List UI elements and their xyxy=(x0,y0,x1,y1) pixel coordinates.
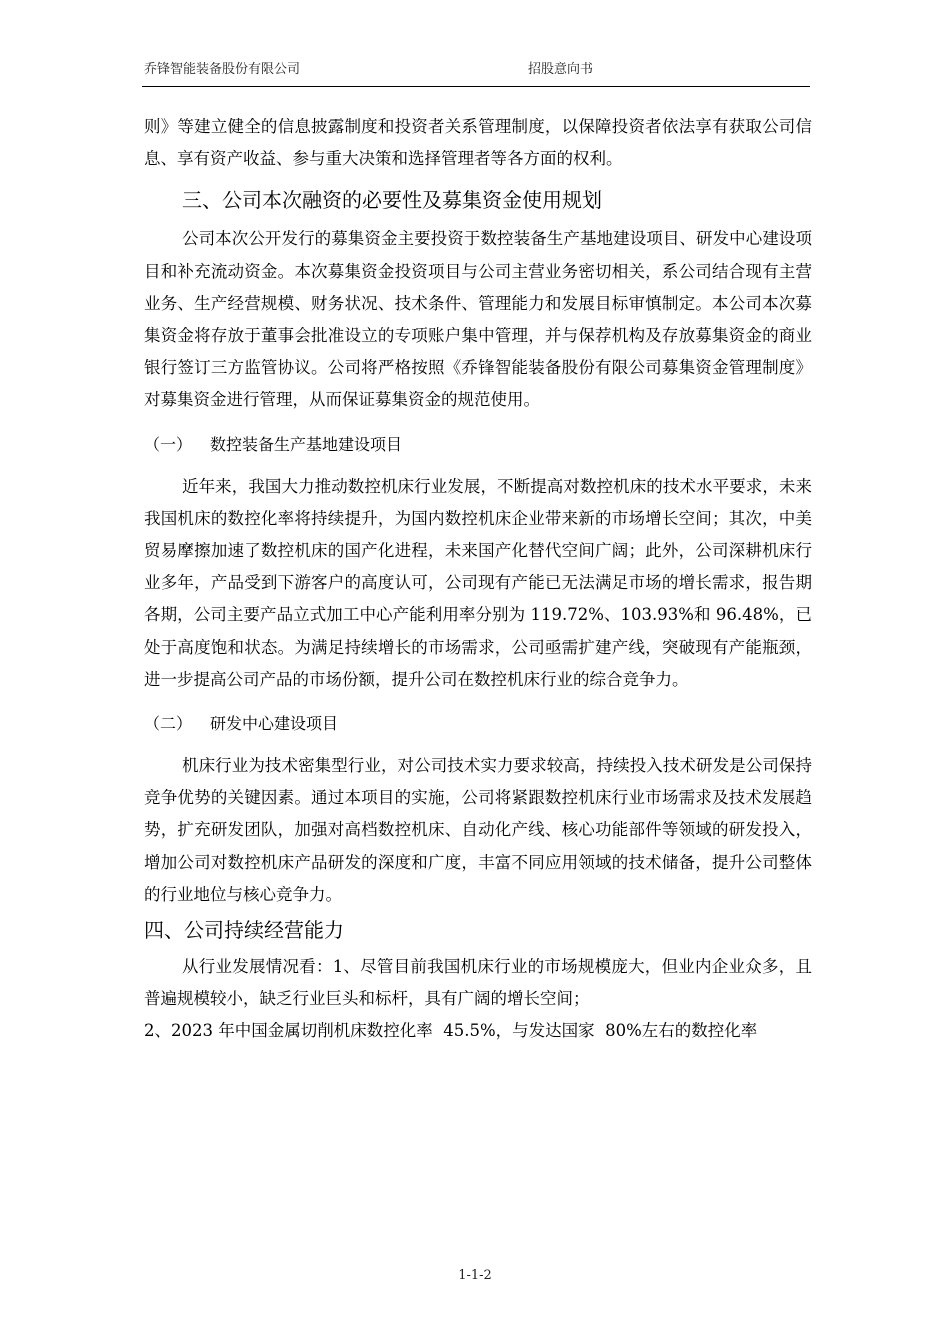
section-3-heading: 三、公司本次融资的必要性及募集资金使用规划 xyxy=(182,188,602,213)
header-company-name: 乔锋智能装备股份有限公司 xyxy=(144,62,301,77)
section-4-heading: 四、公司持续经营能力 xyxy=(144,918,344,943)
intro-paragraph: 则》等建立健全的信息披露制度和投资者关系管理制度，以保障投资者依法享有获取公司信息、享有资产收益、参与重大决策和选择管理者等各方面的权利。 xyxy=(144,117,812,169)
document-body xyxy=(144,111,812,1048)
section-3-1-heading xyxy=(144,431,812,459)
page-number: 1-1-2 xyxy=(458,1268,492,1283)
section-3-2-paragraph: 机床行业为技术密集型行业，对公司技术实力要求较高，持续投入技术研发是公司保持竞争优势的关键因素。通过本项目的实施，公司将紧跟数控机床行业市场需求及技术发展趋势，扩充研发团队，加强对高档数控机床、自动化产线、核心功能部件等领域的研发投入，增加公司对数控机床产品研发的深度和广度，丰富不同应用领域的技术储备，提升公司整体的行业地位与核心竞争力。 xyxy=(144,756,812,904)
section-3-1-paragraph: 近年来，我国大力推动数控机床行业发展，不断提高对数控机床的技术水平要求，未来我国机床的数控化率将持续提升，为国内数控机床企业带来新的市场增长空间；其次，中美贸易摩擦加速了数控机床的国产化进程，未来国产化替代空间广阔；此外，公司深耕机床行业多年，产品受到下游客户的高度认可，公司现有产能已无法满足市场的增长需求，报告期各期，公司主要产品立式加工中心产能利用率分别为 119.72%、103.93%和 96.48%，已处于高度饱和状态。为满足持续增长的市场需求，公司亟需扩建产线，突破现有产能瓶颈，进一步提高公司产品的市场份额，提升公司在数控机床行业的综合竞争力。 xyxy=(144,476,812,689)
page-header xyxy=(144,58,808,80)
section-4-paragraph-1: 从行业发展情况看：1、尽管目前我国机床行业的市场规模庞大，但业内企业众多，且普遍规模较小，缺乏行业巨头和标杆，具有广阔的增长空间； xyxy=(144,957,812,1009)
section-3-2-heading xyxy=(144,710,812,738)
section-4-paragraph-2: 2、2023 年中国金属切削机床数控化率 45.5%，与发达国家 80%左右的数控化率 xyxy=(144,1021,758,1041)
section-3-2-title: 研发中心建设项目 xyxy=(210,714,339,734)
section-3-2-number: （二） xyxy=(144,714,193,734)
section-3-1-title: 数控装备生产基地建设项目 xyxy=(210,434,403,454)
section-3-1-number: （一） xyxy=(144,434,193,454)
header-divider xyxy=(142,86,810,87)
section-3-paragraph: 公司本次公开发行的募集资金主要投资于数控装备生产基地建设项目、研发中心建设项目和补充流动资金。本次募集资金投资项目与公司主营业务密切相关，系公司结合现有主营业务、生产经营规模、财务状况、技术条件、管理能力和发展目标审慎制定。本公司本次募集资金将存放于董事会批准设立的专项账户集中管理，并与保荐机构及存放募集资金的商业银行签订三方监管协议。公司将严格按照《乔锋智能装备股份有限公司募集资金管理制度》对募集资金进行管理，从而保证募集资金的规范使用。 xyxy=(144,229,812,410)
header-document-title: 招股意向书 xyxy=(528,62,594,77)
